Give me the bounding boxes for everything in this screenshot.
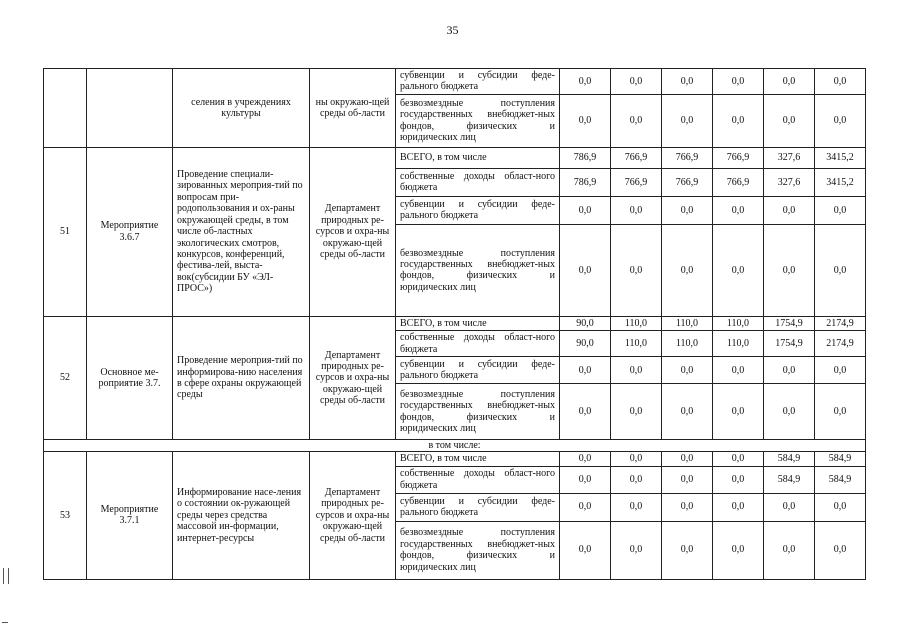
value-cell: 786,9 [560,147,611,168]
value-cell: 110,0 [713,316,764,330]
value-cell: 584,9 [764,466,815,493]
value-cell: 0,0 [662,466,713,493]
value-cell: 0,0 [662,384,713,440]
value-cell: 0,0 [764,224,815,316]
value-cell: 1754,9 [764,316,815,330]
value-cell: 0,0 [662,196,713,224]
value-cell: 0,0 [713,69,764,95]
value-cell: 0,0 [713,521,764,579]
event-executor: Департамент природных ре-сурсов и охра-ны окружаю-щей среды об-ласти [310,147,396,316]
executor-cell: ны окружаю-щей среды об-ласти [310,69,396,148]
value-cell: 0,0 [815,69,866,95]
value-cell: 0,0 [662,224,713,316]
value-cell: 90,0 [560,331,611,357]
margin-scan-dash [2,622,8,623]
value-cell: 0,0 [560,452,611,466]
value-cell: 110,0 [713,331,764,357]
value-cell: 0,0 [713,384,764,440]
value-cell: 584,9 [815,466,866,493]
value-cell: 110,0 [662,316,713,330]
value-cell: 0,0 [815,196,866,224]
row-number: 52 [44,316,87,439]
value-cell: 766,9 [611,168,662,196]
table-row [44,452,866,466]
value-cell: 0,0 [560,466,611,493]
value-cell: 0,0 [815,521,866,579]
value-cell: 327,6 [764,147,815,168]
value-cell: 0,0 [815,224,866,316]
event-name: Мероприятие 3.7.1 [87,452,173,579]
value-cell: 0,0 [560,69,611,95]
row-number: 51 [44,147,87,316]
value-cell: 0,0 [611,384,662,440]
event-executor: Департамент природных ре-сурсов и охра-ны окружаю-щей среды об-ласти [310,452,396,579]
value-cell: 0,0 [713,452,764,466]
source-cell: субвенции и субсидии феде-рального бюджета [396,69,560,95]
value-cell: 3415,2 [815,168,866,196]
value-cell: 584,9 [764,452,815,466]
value-cell: 0,0 [611,196,662,224]
value-cell: 0,0 [560,357,611,384]
value-cell: 2174,9 [815,331,866,357]
value-cell: 0,0 [815,357,866,384]
value-cell: 766,9 [713,147,764,168]
budget-table [43,68,866,580]
source-cell: собственные доходы област-ного бюджета [396,331,560,357]
value-cell: 0,0 [662,493,713,521]
source-cell: ВСЕГО, в том числе [396,316,560,330]
value-cell: 0,0 [764,521,815,579]
table-row [44,440,866,452]
value-cell: 0,0 [662,94,713,147]
value-cell: 0,0 [560,196,611,224]
value-cell: 327,6 [764,168,815,196]
value-cell: 766,9 [611,147,662,168]
page-number: 35 [446,23,459,37]
value-cell: 0,0 [764,69,815,95]
event-description: Информирование насе-ления о состоянии ок-ружающей среды через средства массовой ин-формации, интернет-ресурсы [173,452,310,579]
value-cell: 0,0 [611,94,662,147]
value-cell: 766,9 [713,168,764,196]
value-cell: 0,0 [713,466,764,493]
number-cell [44,69,87,148]
value-cell: 0,0 [764,493,815,521]
margin-scan-mark [3,568,9,584]
value-cell: 0,0 [560,384,611,440]
value-cell: 110,0 [611,316,662,330]
source-cell: собственные доходы област-ного бюджета [396,466,560,493]
event-description: Проведение специали-зированных мероприя-тий по вопросам при-родопользования и ох-раны окружающей среды, в том числе об-ластных экологических смотров, конкурсов, конференций, фестива-лей, выста-вок(субсидии БУ «ЭЛ-ПРОС») [173,147,310,316]
value-cell: 0,0 [611,357,662,384]
value-cell: 0,0 [611,521,662,579]
table-row [44,69,866,95]
name-cell [87,69,173,148]
value-cell: 0,0 [815,493,866,521]
value-cell: 766,9 [662,147,713,168]
value-cell: 766,9 [662,168,713,196]
value-cell: 0,0 [611,224,662,316]
value-cell: 0,0 [611,69,662,95]
event-executor: Департамент природных ре-сурсов и охра-ны окружаю-щей среды об-ласти [310,316,396,439]
value-cell: 0,0 [560,224,611,316]
value-cell: 0,0 [764,384,815,440]
description-cell: селения в учреждениях культуры [173,69,310,148]
table-row [44,316,866,330]
value-cell: 0,0 [713,196,764,224]
value-cell: 0,0 [611,452,662,466]
value-cell: 0,0 [764,357,815,384]
value-cell: 0,0 [611,493,662,521]
source-cell: безвозмездные поступления государственных внебюджет-ных фондов, физических и юридических лиц [396,384,560,440]
value-cell: 0,0 [662,452,713,466]
value-cell: 0,0 [815,94,866,147]
value-cell: 786,9 [560,168,611,196]
event-name: Мероприятие 3.6.7 [87,147,173,316]
value-cell: 3415,2 [815,147,866,168]
table-row [44,147,866,168]
source-cell: безвозмездные поступления государственных внебюджет-ных фондов, физических и юридических лиц [396,521,560,579]
event-name: Основное ме-роприятие 3.7. [87,316,173,439]
value-cell: 0,0 [713,224,764,316]
value-cell: 0,0 [815,384,866,440]
value-cell: 2174,9 [815,316,866,330]
value-cell: 110,0 [611,331,662,357]
value-cell: 0,0 [713,94,764,147]
value-cell: 0,0 [560,493,611,521]
value-cell: 0,0 [611,466,662,493]
source-cell: субвенции и субсидии феде-рального бюджета [396,357,560,384]
event-description: Проведение мероприя-тий по информирова-нию населения в сфере охраны окружающей среды [173,316,310,439]
source-cell: собственные доходы област-ного бюджета [396,168,560,196]
source-cell: ВСЕГО, в том числе [396,452,560,466]
row-number: 53 [44,452,87,579]
source-cell: безвозмездные поступления государственных внебюджет-ных фондов, физических и юридических лиц [396,94,560,147]
value-cell: 0,0 [662,357,713,384]
value-cell: 0,0 [713,493,764,521]
value-cell: 0,0 [713,357,764,384]
value-cell: 90,0 [560,316,611,330]
value-cell: 0,0 [662,69,713,95]
value-cell: 0,0 [560,94,611,147]
section-subheader: в том числе: [44,440,866,452]
value-cell: 0,0 [560,521,611,579]
source-cell: субвенции и субсидии феде-рального бюджета [396,196,560,224]
value-cell: 1754,9 [764,331,815,357]
source-cell: ВСЕГО, в том числе [396,147,560,168]
value-cell: 0,0 [662,521,713,579]
value-cell: 0,0 [764,196,815,224]
value-cell: 110,0 [662,331,713,357]
value-cell: 0,0 [764,94,815,147]
source-cell: безвозмездные поступления государственных внебюджет-ных фондов, физических и юридических лиц [396,224,560,316]
source-cell: субвенции и субсидии феде-рального бюджета [396,493,560,521]
value-cell: 584,9 [815,452,866,466]
